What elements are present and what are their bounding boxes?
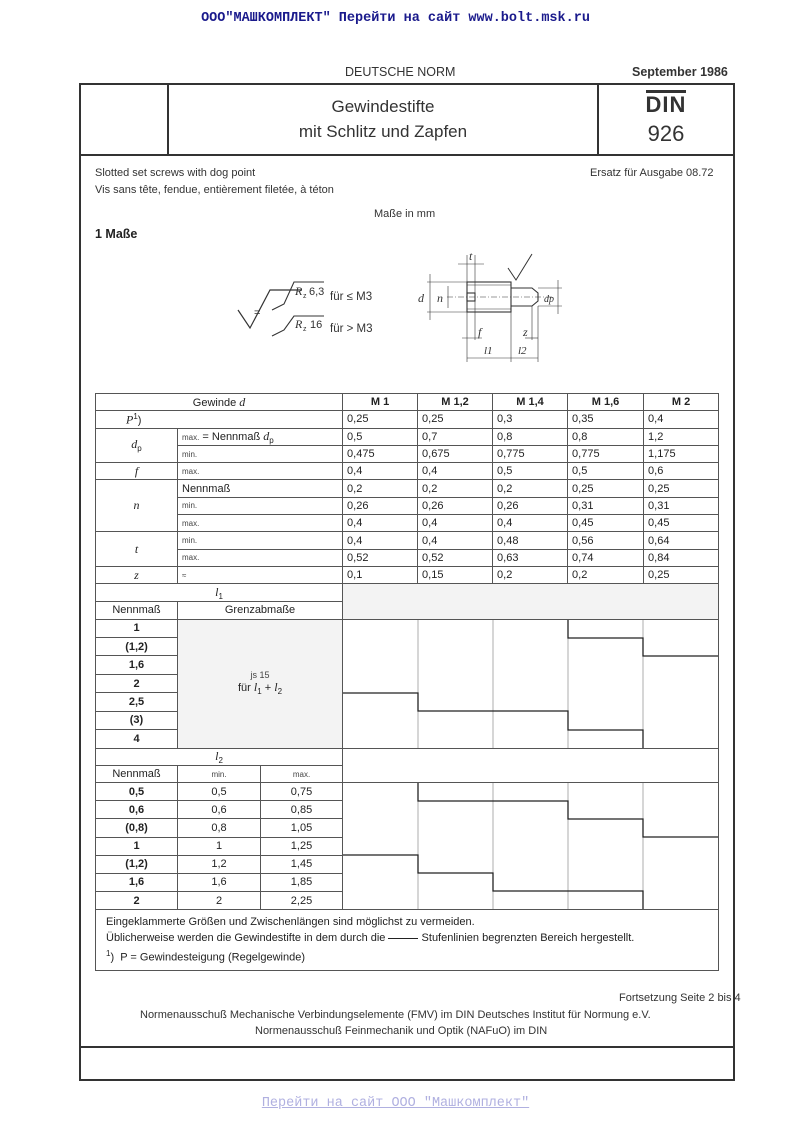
- pitch-label: $P^1$): [96, 411, 343, 428]
- l2-symbol: $l_2$: [96, 748, 343, 765]
- roughness-check-1: [238, 290, 302, 328]
- l2-max: 0,75: [261, 783, 343, 801]
- section-heading: 1 Maße: [95, 227, 138, 241]
- l1-tolerance: js 15 für $l_1 + l_2$: [178, 619, 343, 748]
- dp-min-label: min.: [178, 445, 343, 462]
- notes-row: [96, 910, 719, 971]
- table-cell: 0,4: [343, 532, 418, 549]
- table-cell: 0,4: [343, 515, 418, 532]
- l2-max: 0,85: [261, 801, 343, 819]
- label-d: d: [418, 291, 424, 305]
- top-site-link[interactable]: ООО"МАШКОМПЛЕКТ" Перейти на сайт www.bolt.msk.ru: [201, 11, 590, 26]
- table-cell: 0,26: [493, 497, 568, 514]
- n-symbol: n: [96, 480, 178, 532]
- l2-nenn: (0,8): [96, 819, 178, 837]
- table-cell: 0,74: [568, 549, 644, 566]
- din-label: DIN: [645, 92, 687, 117]
- table-cell: 0,8: [493, 428, 568, 445]
- table-cell: 0,15: [418, 566, 493, 583]
- l2-row: [96, 783, 719, 801]
- table-row-dp-max: [96, 428, 719, 445]
- l1-value: 2,5: [96, 693, 178, 711]
- table-cell: 0,26: [343, 497, 418, 514]
- l2-min: 0,8: [178, 819, 261, 837]
- table-cell: 0,5: [568, 463, 644, 480]
- committee-fmv: Normenausschuß Mechanische Verbindungselemente (FMV) im DIN Deutsches Institut für Normung e.V.: [140, 1009, 651, 1021]
- l2-max: 1,85: [261, 873, 343, 891]
- table-cell: 0,31: [568, 497, 644, 514]
- document-title: [169, 94, 597, 144]
- table-cell: 1,175: [644, 445, 719, 462]
- label-dp: dp: [544, 294, 554, 305]
- l2-nenn: 1: [96, 837, 178, 855]
- table-cell: 0,675: [418, 445, 493, 462]
- table-cell: 0,2: [343, 480, 418, 497]
- table-cell: 0,2: [568, 566, 644, 583]
- t-max-label: max.: [178, 549, 343, 566]
- rz-2: R: [295, 317, 303, 331]
- table-row-dp-min: [96, 445, 719, 462]
- units-note: Maße in mm: [374, 208, 436, 220]
- l1-col-nenn: Nennmaß: [96, 602, 178, 619]
- title-line-2: mit Schlitz und Zapfen: [298, 122, 468, 141]
- l1-stepline: [343, 620, 718, 748]
- table-cell: 0,84: [644, 549, 719, 566]
- replacement-note: Ersatz für Ausgabe 08.72: [590, 167, 714, 179]
- size-header: M 1: [343, 394, 418, 411]
- l2-header-row: [96, 748, 719, 765]
- label-t: t: [469, 250, 473, 263]
- l2-stepline: [343, 783, 718, 909]
- l1-value: 2: [96, 674, 178, 692]
- label-l1: l1: [484, 345, 493, 357]
- dp-symbol: $d_p$: [96, 428, 178, 463]
- table-header-row: [96, 394, 719, 411]
- label-z: z: [523, 325, 528, 339]
- l1-value: 1,6: [96, 656, 178, 674]
- footnote-pitch: $^1$) P = Gewindesteigung (Regelgewinde): [106, 949, 306, 964]
- label-n: n: [437, 291, 443, 305]
- table-row-n-max: [96, 515, 719, 532]
- title-line-1: Gewindestifte: [331, 97, 435, 116]
- f-symbol: f: [96, 463, 178, 480]
- footer-divider: [79, 1046, 735, 1048]
- table-cell: 0,48: [493, 532, 568, 549]
- table-cell: 0,4: [493, 515, 568, 532]
- table-cell: 0,35: [568, 411, 644, 428]
- rz-1: R: [295, 284, 303, 298]
- table-cell: 0,25: [644, 480, 719, 497]
- table-row-t-max: [96, 549, 719, 566]
- t-symbol: t: [96, 532, 178, 567]
- table-cell: 0,25: [343, 411, 418, 428]
- table-cell: 0,6: [644, 463, 719, 480]
- table-cell: 0,26: [418, 497, 493, 514]
- table-row-p: [96, 411, 719, 428]
- size-header: M 1,4: [493, 394, 568, 411]
- continuation-note: Fortsetzung Seite 2 bis 4: [619, 992, 741, 1004]
- table-cell: 0,52: [418, 549, 493, 566]
- dp-max-label: max. = Nennmaß $d_p$: [178, 428, 343, 445]
- table-cell: 0,3: [493, 411, 568, 428]
- table-cell: 0,63: [493, 549, 568, 566]
- l1-col-grenz: Grenzabmaße: [178, 602, 343, 619]
- n-min-label: min.: [178, 497, 343, 514]
- table-cell: 0,25: [644, 566, 719, 583]
- table-cell: 0,8: [568, 428, 644, 445]
- l2-col-min: min.: [178, 765, 261, 782]
- english-title: Slotted set screws with dog point: [95, 167, 256, 179]
- l1-header-row: [96, 584, 719, 602]
- bottom-site-link[interactable]: Перейти на сайт ООО "Машкомплект": [261, 1096, 530, 1111]
- notes: [96, 910, 719, 971]
- note-stepline: Üblicherweise werden die Gewindestifte in dem durch die Stufenlinien begrenzten Bereich hergestellt.: [106, 932, 635, 945]
- l2-min: 0,6: [178, 801, 261, 819]
- screw-drawing: [412, 250, 572, 370]
- l2-max: 2,25: [261, 892, 343, 910]
- l2-blank-header: [343, 748, 719, 783]
- l2-stepline-area: [343, 783, 719, 910]
- table-cell: 0,475: [343, 445, 418, 462]
- n-max-label: max.: [178, 515, 343, 532]
- table-row-n-nenn: [96, 480, 719, 497]
- committee-nafuo: Normenausschuß Feinmechanik und Optik (NAFuO) im DIN: [255, 1025, 548, 1037]
- table-cell: 0,4: [644, 411, 719, 428]
- dimension-table: [95, 393, 719, 971]
- label-f: f: [478, 325, 482, 339]
- table-cell: 0,1: [343, 566, 418, 583]
- l2-min: 2: [178, 892, 261, 910]
- table-row-t-min: [96, 532, 719, 549]
- table-cell: 0,52: [343, 549, 418, 566]
- table-cell: 0,25: [418, 411, 493, 428]
- l1-value: (3): [96, 711, 178, 729]
- rz-1-condition: für ≤ M3: [330, 291, 373, 303]
- l2-col-nenn: Nennmaß: [96, 765, 178, 782]
- table-cell: 0,4: [418, 532, 493, 549]
- l2-col-max: max.: [261, 765, 343, 782]
- table-row-z: [96, 566, 719, 583]
- l1-value: 4: [96, 730, 178, 748]
- l1-stepline-area: [343, 619, 719, 748]
- table-cell: 0,4: [418, 515, 493, 532]
- table-cell: 0,5: [343, 428, 418, 445]
- table-cell: 0,2: [493, 480, 568, 497]
- l2-max: 1,45: [261, 855, 343, 873]
- f-max-label: max.: [178, 463, 343, 480]
- l1-row: [96, 619, 719, 637]
- l1-value: 1: [96, 619, 178, 637]
- l2-nenn: 1,6: [96, 873, 178, 891]
- table-cell: 0,4: [418, 463, 493, 480]
- note-brackets: Eingeklammerte Größen und Zwischenlängen sind möglichst zu vermeiden.: [106, 916, 475, 929]
- din-badge: [599, 90, 733, 147]
- thread-header: Gewinde d: [96, 394, 343, 411]
- table-row-n-min: [96, 497, 719, 514]
- l1-blank-header: [343, 584, 719, 619]
- label-l2: l2: [518, 345, 527, 357]
- rz-2-value: 16: [310, 319, 323, 331]
- l1-symbol: $l_1$: [96, 584, 343, 602]
- table-cell: 0,775: [568, 445, 644, 462]
- french-title: Vis sans tête, fendue, entièrement filetée, à téton: [95, 184, 334, 196]
- issue-date: September 1986: [632, 65, 728, 79]
- l2-min: 1: [178, 837, 261, 855]
- size-header: M 1,6: [568, 394, 644, 411]
- l2-nenn: 0,5: [96, 783, 178, 801]
- table-cell: 0,5: [493, 463, 568, 480]
- rz-1-value: 6,3: [309, 286, 325, 298]
- table-cell: 0,45: [568, 515, 644, 532]
- table-cell: 0,25: [568, 480, 644, 497]
- table-cell: 0,64: [644, 532, 719, 549]
- norm-label: DEUTSCHE NORM: [345, 65, 456, 79]
- rz-2-sub: z: [303, 326, 307, 333]
- roughness-eq: =: [254, 307, 261, 319]
- table-row-f: [96, 463, 719, 480]
- l2-nenn: 2: [96, 892, 178, 910]
- size-header: M 1,2: [418, 394, 493, 411]
- l1-value: (1,2): [96, 637, 178, 655]
- table-cell: 1,2: [644, 428, 719, 445]
- l2-max: 1,05: [261, 819, 343, 837]
- table-cell: 0,45: [644, 515, 719, 532]
- table-cell: 0,56: [568, 532, 644, 549]
- surface-roughness-spec: [232, 280, 402, 350]
- din-number: 926: [647, 121, 685, 146]
- table-cell: 0,7: [418, 428, 493, 445]
- l2-min: 1,2: [178, 855, 261, 873]
- table-cell: 0,2: [493, 566, 568, 583]
- size-header: M 2: [644, 394, 719, 411]
- table-cell: 0,2: [418, 480, 493, 497]
- l2-max: 1,25: [261, 837, 343, 855]
- l2-nenn: 0,6: [96, 801, 178, 819]
- z-label: ≈: [178, 566, 343, 583]
- table-cell: 0,4: [343, 463, 418, 480]
- rz-1-sub: z: [303, 293, 307, 300]
- rz-2-condition: für > M3: [330, 323, 373, 335]
- l2-min: 0,5: [178, 783, 261, 801]
- n-nenn-label: Nennmaß: [178, 480, 343, 497]
- l2-min: 1,6: [178, 873, 261, 891]
- z-symbol: z: [96, 566, 178, 583]
- table-cell: 0,31: [644, 497, 719, 514]
- l2-nenn: (1,2): [96, 855, 178, 873]
- table-cell: 0,775: [493, 445, 568, 462]
- t-min-label: min.: [178, 532, 343, 549]
